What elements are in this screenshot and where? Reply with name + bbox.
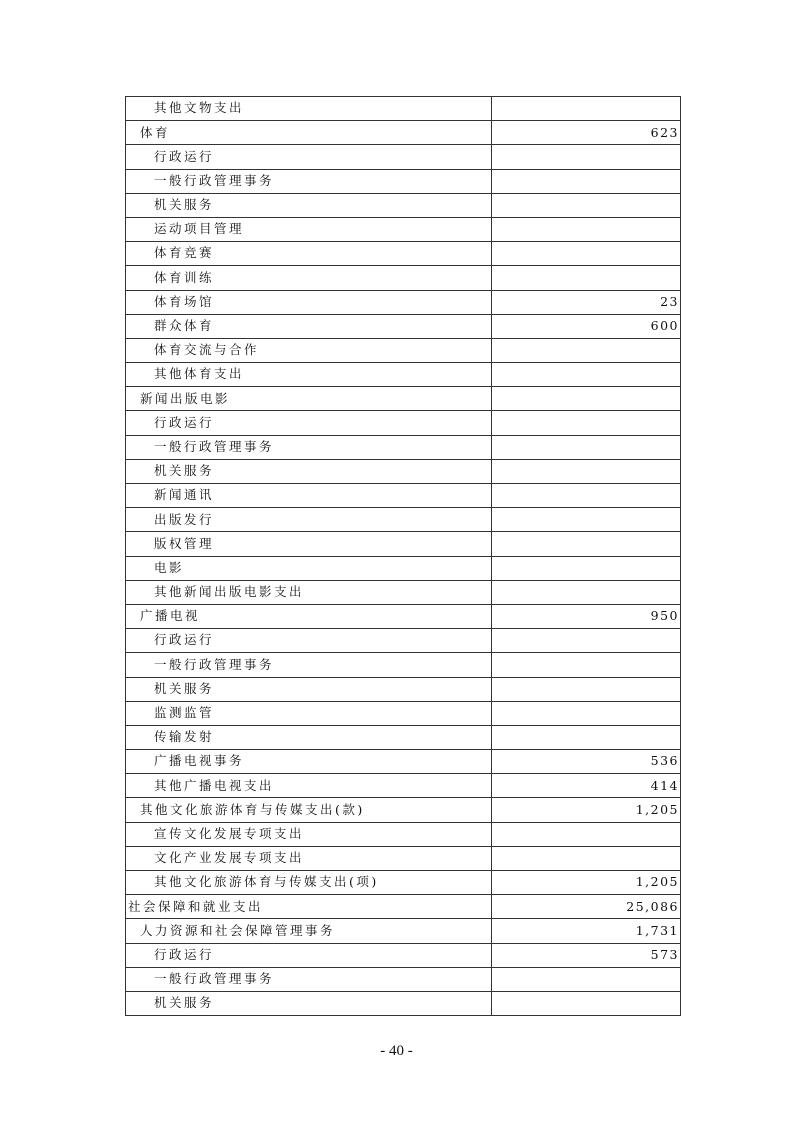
row-item-name: 行政运行 <box>126 411 492 435</box>
row-item-amount: 623 <box>492 121 681 145</box>
row-item-name: 体育交流与合作 <box>126 338 492 362</box>
row-item-name: 社会保障和就业支出 <box>126 895 492 919</box>
table-row <box>126 266 681 290</box>
table-row <box>126 798 681 822</box>
table-row <box>126 701 681 725</box>
table-row <box>126 822 681 846</box>
table-row <box>126 943 681 967</box>
row-item-amount: 1,205 <box>492 871 681 895</box>
row-item-name: 其他新闻出版电影支出 <box>126 580 492 604</box>
table-row <box>126 991 681 1015</box>
table-row <box>126 580 681 604</box>
row-item-amount <box>492 242 681 266</box>
row-item-amount: 25,086 <box>492 895 681 919</box>
row-item-amount <box>492 459 681 483</box>
expenditure-table-body <box>126 97 681 1016</box>
table-row <box>126 242 681 266</box>
row-item-name: 监测监管 <box>126 701 492 725</box>
row-item-amount: 950 <box>492 604 681 628</box>
row-item-name: 其他文物支出 <box>126 97 492 121</box>
page-number: - 40 - <box>380 1043 413 1059</box>
table-row <box>126 871 681 895</box>
row-item-amount <box>492 145 681 169</box>
row-item-name: 新闻通讯 <box>126 484 492 508</box>
row-item-amount <box>492 169 681 193</box>
table-row <box>126 217 681 241</box>
row-item-amount <box>492 629 681 653</box>
table-row <box>126 653 681 677</box>
row-item-amount <box>492 701 681 725</box>
row-item-amount <box>492 411 681 435</box>
row-item-name: 群众体育 <box>126 314 492 338</box>
row-item-name: 人力资源和社会保障管理事务 <box>126 919 492 943</box>
row-item-name: 其他文化旅游体育与传媒支出(项) <box>126 871 492 895</box>
table-row <box>126 556 681 580</box>
row-item-name: 一般行政管理事务 <box>126 169 492 193</box>
expenditure-table <box>125 96 681 1016</box>
row-item-amount <box>492 97 681 121</box>
table-row <box>126 387 681 411</box>
row-item-name: 电影 <box>126 556 492 580</box>
row-item-name: 其他广播电视支出 <box>126 774 492 798</box>
row-item-name: 传输发射 <box>126 725 492 749</box>
row-item-amount <box>492 556 681 580</box>
table-row <box>126 121 681 145</box>
row-item-amount <box>492 991 681 1015</box>
row-item-amount <box>492 266 681 290</box>
table-row <box>126 169 681 193</box>
table-row <box>126 750 681 774</box>
table-row <box>126 314 681 338</box>
table-row <box>126 363 681 387</box>
table-row <box>126 145 681 169</box>
row-item-name: 宣传文化发展专项支出 <box>126 822 492 846</box>
row-item-name: 体育训练 <box>126 266 492 290</box>
row-item-amount <box>492 484 681 508</box>
row-item-name: 体育 <box>126 121 492 145</box>
table-row <box>126 919 681 943</box>
table-row <box>126 290 681 314</box>
table-row <box>126 193 681 217</box>
row-item-amount <box>492 822 681 846</box>
table-row <box>126 338 681 362</box>
row-item-name: 出版发行 <box>126 508 492 532</box>
row-item-amount: 414 <box>492 774 681 798</box>
table-row <box>126 604 681 628</box>
row-item-amount <box>492 677 681 701</box>
row-item-name: 机关服务 <box>126 991 492 1015</box>
row-item-amount <box>492 193 681 217</box>
row-item-name: 文化产业发展专项支出 <box>126 846 492 870</box>
row-item-amount <box>492 363 681 387</box>
table-row <box>126 677 681 701</box>
row-item-amount: 536 <box>492 750 681 774</box>
row-item-amount <box>492 508 681 532</box>
row-item-name: 行政运行 <box>126 145 492 169</box>
row-item-name: 其他文化旅游体育与传媒支出(款) <box>126 798 492 822</box>
table-row <box>126 895 681 919</box>
row-item-name: 广播电视 <box>126 604 492 628</box>
row-item-amount <box>492 532 681 556</box>
row-item-name: 一般行政管理事务 <box>126 653 492 677</box>
row-item-name: 体育场馆 <box>126 290 492 314</box>
row-item-amount: 23 <box>492 290 681 314</box>
row-item-name: 机关服务 <box>126 193 492 217</box>
table-row <box>126 97 681 121</box>
row-item-amount <box>492 846 681 870</box>
row-item-name: 机关服务 <box>126 677 492 701</box>
table-row <box>126 459 681 483</box>
row-item-name: 广播电视事务 <box>126 750 492 774</box>
row-item-amount: 600 <box>492 314 681 338</box>
table-row <box>126 435 681 459</box>
table-row <box>126 532 681 556</box>
row-item-name: 体育竞赛 <box>126 242 492 266</box>
row-item-amount <box>492 217 681 241</box>
row-item-name: 版权管理 <box>126 532 492 556</box>
row-item-name: 行政运行 <box>126 943 492 967</box>
row-item-amount <box>492 338 681 362</box>
row-item-amount <box>492 725 681 749</box>
row-item-amount <box>492 580 681 604</box>
row-item-name: 新闻出版电影 <box>126 387 492 411</box>
row-item-amount <box>492 435 681 459</box>
table-row <box>126 967 681 991</box>
table-row <box>126 846 681 870</box>
table-row <box>126 774 681 798</box>
table-row <box>126 629 681 653</box>
table-row <box>126 725 681 749</box>
row-item-amount <box>492 967 681 991</box>
row-item-amount <box>492 653 681 677</box>
row-item-name: 其他体育支出 <box>126 363 492 387</box>
table-row <box>126 484 681 508</box>
row-item-name: 机关服务 <box>126 459 492 483</box>
table-row <box>126 411 681 435</box>
row-item-name: 行政运行 <box>126 629 492 653</box>
row-item-amount <box>492 387 681 411</box>
row-item-amount: 1,731 <box>492 919 681 943</box>
row-item-amount: 573 <box>492 943 681 967</box>
row-item-name: 一般行政管理事务 <box>126 435 492 459</box>
row-item-name: 一般行政管理事务 <box>126 967 492 991</box>
table-row <box>126 508 681 532</box>
row-item-amount: 1,205 <box>492 798 681 822</box>
row-item-name: 运动项目管理 <box>126 217 492 241</box>
